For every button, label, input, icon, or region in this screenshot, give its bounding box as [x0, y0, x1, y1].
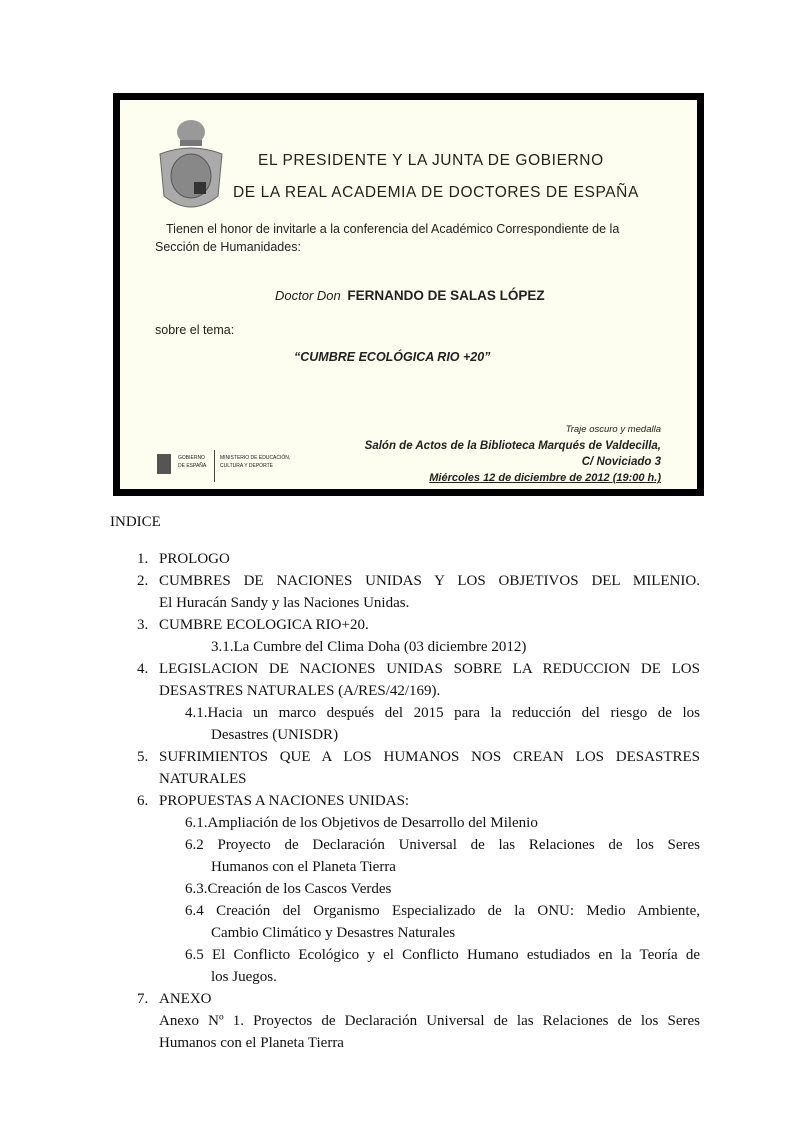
toc-line: los Juegos.: [211, 969, 277, 985]
speaker-name: FERNANDO DE SALAS LÓPEZ: [347, 288, 545, 303]
academy-crest-icon: [156, 114, 226, 214]
venue-line-1: Salón de Actos de la Biblioteca Marqués de Valdecilla,: [364, 440, 661, 452]
toc-item-number: 2.: [137, 573, 149, 589]
invitation-card: [113, 93, 704, 496]
speaker-prefix: Doctor Don: [275, 288, 341, 303]
ministry-logo-text: MINISTERIO DE EDUCACIÓN, CULTURA Y DEPORTE: [220, 455, 291, 469]
spain-coat-of-arms-icon: [154, 450, 174, 478]
toc-line: 6.4 Creación del Organismo Especializado de la ONU: Medio Ambiente,: [185, 903, 700, 919]
toc-line: PROPUESTAS A NACIONES UNIDAS:: [159, 793, 410, 809]
toc-line: LEGISLACION DE NACIONES UNIDAS SOBRE LA REDUCCION DE LOS: [159, 661, 700, 677]
logo-divider: [214, 450, 215, 482]
toc-line: CUMBRE ECOLOGICA RIO+20.: [159, 617, 369, 633]
heading-line-1: EL PRESIDENTE Y LA JUNTA DE GOBIERNO: [258, 152, 604, 169]
dress-code: Traje oscuro y medalla: [565, 424, 661, 435]
toc-line: DESASTRES NATURALES (A/RES/42/169).: [159, 683, 441, 699]
toc-line: Desastres (UNISDR): [211, 727, 339, 743]
toc-item-number: 1.: [137, 551, 149, 567]
toc-line: Humanos con el Planeta Tierra: [211, 859, 396, 875]
invitation-body-line-1: Tienen el honor de invitarle a la conferencia del Académico Correspondiente de la: [166, 222, 620, 236]
toc-line: ANEXO: [159, 991, 212, 1007]
heading-line-2: DE LA REAL ACADEMIA DE DOCTORES DE ESPAÑA: [233, 184, 639, 201]
topic-label: sobre el tema:: [155, 323, 235, 337]
toc-item-number: 7.: [137, 991, 149, 1007]
toc-line: PROLOGO: [159, 551, 230, 567]
toc-line: Anexo Nº 1. Proyectos de Declaración Universal de las Relaciones de los Seres: [159, 1013, 700, 1029]
topic: “CUMBRE ECOLÓGICA RIO +20”: [294, 350, 491, 364]
toc-line: NATURALES: [159, 771, 247, 787]
index-title: INDICE: [110, 514, 161, 530]
toc-line: 6.2 Proyecto de Declaración Universal de las Relaciones de los Seres: [185, 837, 700, 853]
toc-line: 3.1.La Cumbre del Clima Doha (03 diciembre 2012): [211, 639, 527, 655]
government-logo: [154, 450, 304, 486]
toc-line: CUMBRES DE NACIONES UNIDAS Y LOS OBJETIVOS DEL MILENIO.: [159, 573, 700, 589]
toc-item-number: 3.: [137, 617, 149, 633]
toc-line: 4.1.Hacia un marco después del 2015 para la reducción del riesgo de los: [185, 705, 700, 721]
speaker: [275, 288, 545, 303]
toc-line: Humanos con el Planeta Tierra: [159, 1035, 344, 1051]
government-logo-text: GOBIERNO DE ESPAÑA: [178, 455, 207, 469]
toc-item-number: 6.: [137, 793, 149, 809]
venue-line-2: C/ Noviciado 3: [581, 456, 661, 468]
toc-item-number: 4.: [137, 661, 149, 677]
toc-line: 6.1.Ampliación de los Objetivos de Desarrollo del Milenio: [185, 815, 538, 831]
toc-line: Cambio Climático y Desastres Naturales: [211, 925, 456, 941]
toc-line: 6.5 El Conflicto Ecológico y el Conflicto Humano estudiados en la Teoría de: [185, 947, 700, 963]
toc-line: El Huracán Sandy y las Naciones Unidas.: [159, 595, 410, 611]
toc-item-number: 5.: [137, 749, 149, 765]
invitation-body-line-2: Sección de Humanidades:: [155, 240, 301, 254]
toc-line: SUFRIMIENTOS QUE A LOS HUMANOS NOS CREAN LOS DESASTRES: [159, 749, 700, 765]
toc-line: 6.3.Creación de los Cascos Verdes: [185, 881, 392, 897]
event-date: Miércoles 12 de diciembre de 2012 (19:00 h.): [429, 472, 661, 484]
